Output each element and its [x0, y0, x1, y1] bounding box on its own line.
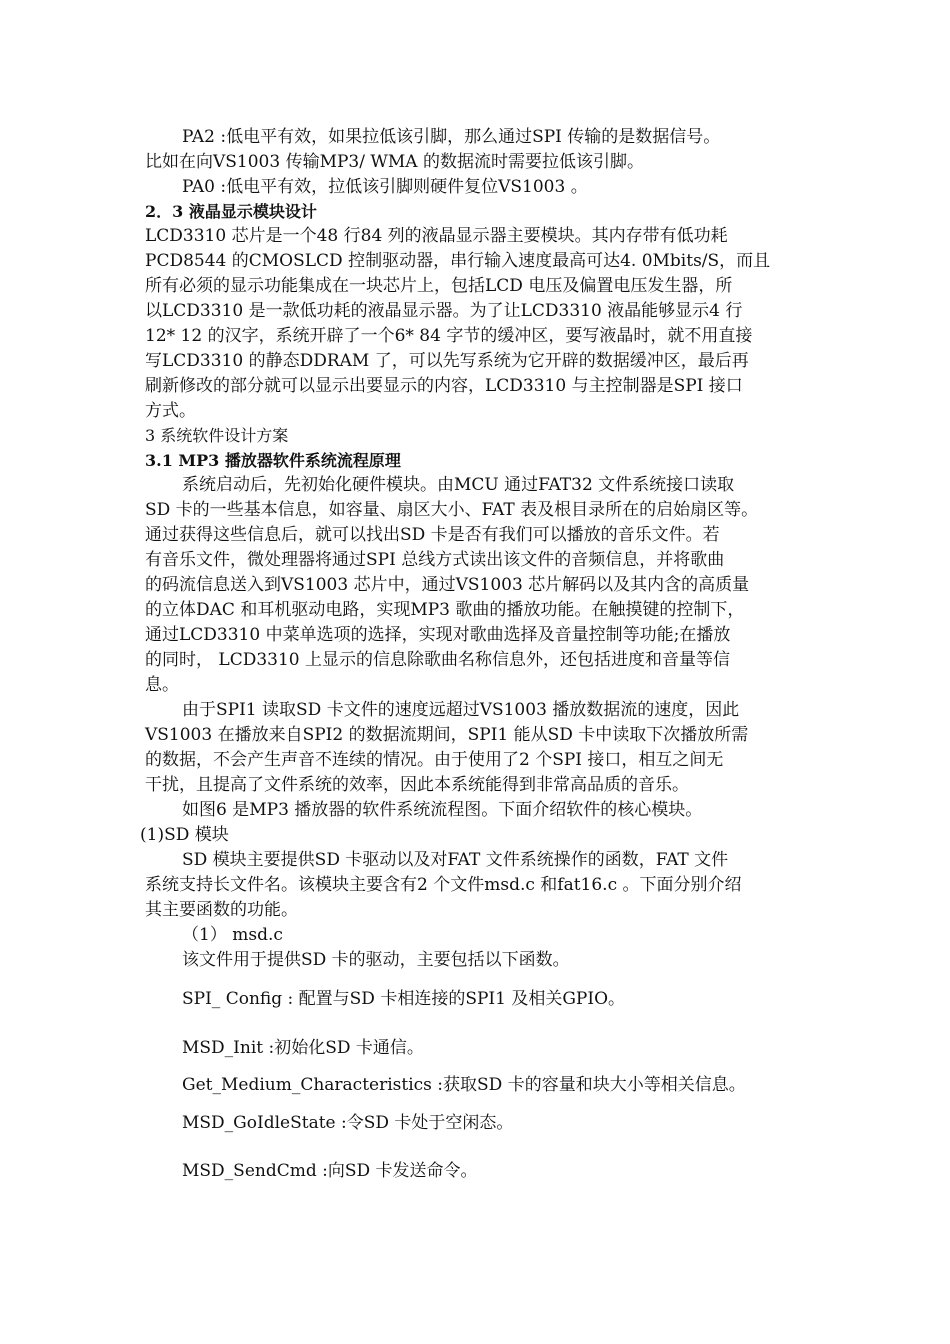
- paragraph-line: 的同时， LCD3310 上显示的信息除歌曲名称信息外，还包括进度和音量等信: [145, 650, 730, 670]
- paragraph-line: 系统支持长文件名。该模块主要含有2 个文件msd.c 和fat16.c 。下面分别介绍: [145, 875, 742, 895]
- paragraph-line: 比如在向VS1003 传输MP3/ WMA 的数据流时需要拉低该引脚。: [145, 152, 644, 172]
- paragraph-line: PA0 :低电平有效，拉低该引脚则硬件复位VS1003 。: [182, 177, 588, 197]
- paragraph-line: SD 卡的一些基本信息，如容量、扇区大小、FAT 表及根目录所在的启始扇区等。: [145, 500, 759, 520]
- paragraph-line: 的立体DAC 和耳机驱动电路，实现MP3 歌曲的播放功能。在触摸键的控制下，: [145, 600, 745, 620]
- section-heading: 3 系统软件设计方案: [145, 426, 289, 445]
- paragraph-line: 方式。: [145, 401, 196, 421]
- paragraph-line: 干扰，且提高了文件系统的效率，因此本系统能得到非常高品质的音乐。: [145, 775, 689, 795]
- subsection-heading: 3.1 MP3 播放器软件系统流程原理: [145, 451, 401, 470]
- paragraph-line: 以LCD3310 是一款低功耗的液晶显示器。为了让LCD3310 液晶能够显示4 行: [145, 301, 743, 321]
- paragraph-line: 写LCD3310 的静态DDRAM 了，可以先写系统为它开辟的数据缓冲区，最后再: [145, 351, 749, 371]
- paragraph-line: PCD8544 的CMOSLCD 控制驱动器，串行输入速度最高可达4. 0Mbits/S，而且: [145, 251, 771, 271]
- function-description: MSD_GoIdleState :令SD 卡处于空闲态。: [182, 1113, 514, 1133]
- paragraph-line: 的数据，不会产生声音不连续的情况。由于使用了2 个SPI 接口，相互之间无: [145, 750, 724, 770]
- paragraph-line: VS1003 在播放来自SPI2 的数据流期间，SPI1 能从SD 卡中读取下次播放所需: [145, 725, 749, 745]
- paragraph-line: PA2 :低电平有效，如果拉低该引脚，那么通过SPI 传输的是数据信号。: [182, 127, 721, 147]
- paragraph-line: 如图6 是MP3 播放器的软件系统流程图。下面介绍软件的核心模块。: [182, 800, 703, 820]
- section-heading: 2．3 液晶显示模块设计: [145, 202, 317, 221]
- paragraph-line: 由于SPI1 读取SD 卡文件的速度远超过VS1003 播放数据流的速度，因此: [182, 700, 740, 720]
- paragraph-line: SD 模块主要提供SD 卡驱动以及对FAT 文件系统操作的函数，FAT 文件: [182, 850, 729, 870]
- paragraph-line: 所有必须的显示功能集成在一块芯片上，包括LCD 电压及偏置电压发生器，所: [145, 276, 733, 296]
- paragraph-line: 通过LCD3310 中菜单选项的选择，实现对歌曲选择及音量控制等功能;在播放: [145, 625, 731, 645]
- paragraph-line: 其主要函数的功能。: [145, 900, 298, 920]
- paragraph-line: LCD3310 芯片是一个48 行84 列的液晶显示器主要模块。其内存带有低功耗: [145, 226, 728, 246]
- function-description: MSD_Init :初始化SD 卡通信。: [182, 1038, 424, 1058]
- paragraph-line: 的码流信息送入到VS1003 芯片中，通过VS1003 芯片解码以及其内含的高质量: [145, 575, 750, 595]
- paragraph-line: 系统启动后，先初始化硬件模块。由MCU 通过FAT32 文件系统接口读取: [182, 475, 735, 495]
- function-description: MSD_SendCmd :向SD 卡发送命令。: [182, 1161, 478, 1181]
- paragraph-line: 刷新修改的部分就可以显示出要显示的内容，LCD3310 与主控制器是SPI 接口: [145, 376, 743, 396]
- paragraph-line: 12* 12 的汉字，系统开辟了一个6* 84 字节的缓冲区，要写液晶时，就不用直接: [145, 326, 753, 346]
- function-description: SPI_ Config : 配置与SD 卡相连接的SPI1 及相关GPIO。: [182, 989, 626, 1009]
- module-heading: (1)SD 模块: [140, 825, 229, 845]
- paragraph-line: 息。: [145, 675, 179, 695]
- function-description: Get_Medium_Characteristics :获取SD 卡的容量和块大小等相关信息。: [182, 1075, 746, 1095]
- paragraph-line: 该文件用于提供SD 卡的驱动，主要包括以下函数。: [182, 950, 570, 970]
- file-heading: （1） msd.c: [182, 925, 283, 945]
- paragraph-line: 有音乐文件，微处理器将通过SPI 总线方式读出该文件的音频信息，并将歌曲: [145, 550, 725, 570]
- paragraph-line: 通过获得这些信息后，就可以找出SD 卡是否有我们可以播放的音乐文件。若: [145, 525, 720, 545]
